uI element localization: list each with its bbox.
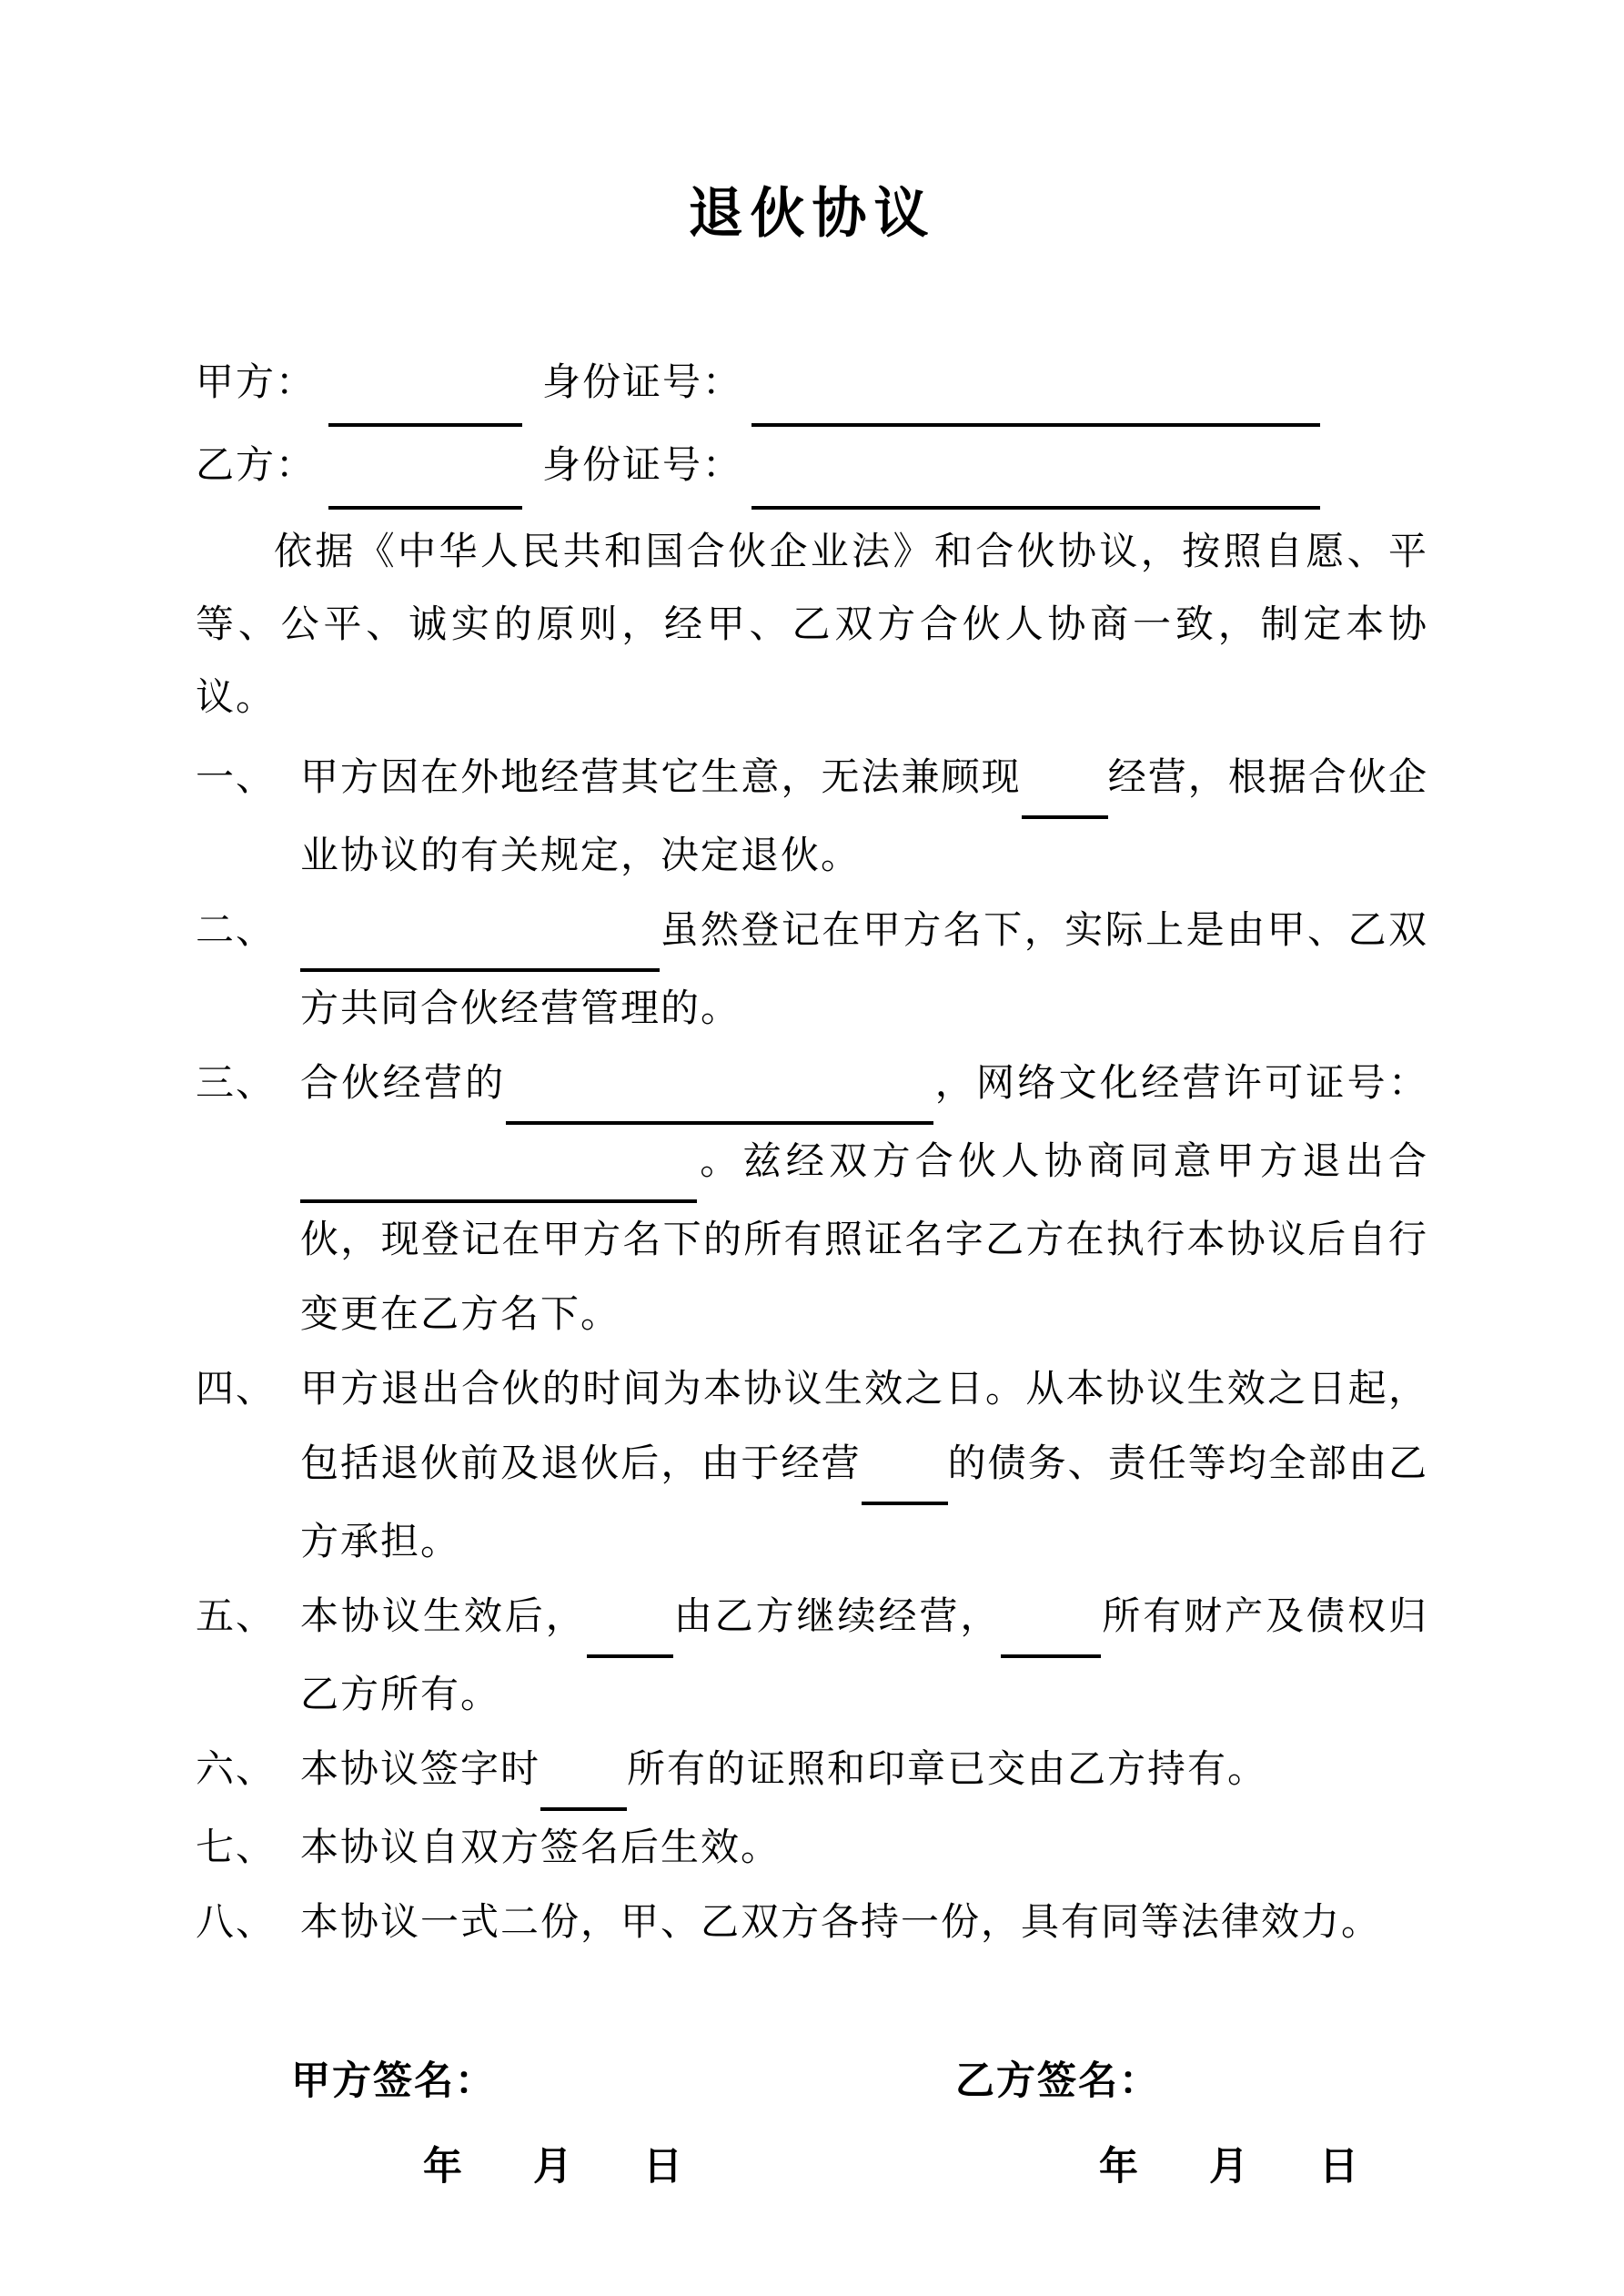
party-line-b: [196, 427, 1428, 510]
party-a-name-blank[interactable]: [328, 344, 522, 427]
party-line-a: [196, 344, 1428, 427]
clause-text-run: 本协议生效后，: [300, 1596, 587, 1638]
intro-paragraph: 依据《中华人民共和国合伙企业法》和合伙协议，按照自愿、平等、公平、诚实的原则，经甲、乙双方合伙人协商一致，制定本协议。: [196, 531, 1428, 719]
clause-text: [300, 1580, 1428, 1733]
clause-text-run: 甲方因在外地经营其它生意，无法兼顾现: [300, 757, 1022, 799]
clause-text-run: 本协议一式二份，甲、乙双方各持一份，具有同等法律效力。: [300, 1902, 1382, 1944]
party-b-id-label: 身份证号：: [542, 445, 743, 487]
clause-text-run: 所有的证照和印章已交由乙方持有。: [627, 1749, 1268, 1791]
clause-text: [300, 1886, 1428, 1960]
clause-text: [300, 1811, 1428, 1886]
clause-number: 四、: [196, 1369, 277, 1411]
year-label: 年: [1099, 2146, 1138, 2189]
clause-text: [300, 894, 1428, 1047]
month-label: 月: [1209, 2146, 1248, 2189]
party-lines: [196, 344, 1428, 510]
party-b-date-line: [1099, 2146, 1358, 2189]
clause-item: [196, 1047, 1428, 1352]
clause-number: 一、: [196, 757, 277, 799]
party-a-id-blank[interactable]: [751, 344, 1320, 427]
party-b-name-blank[interactable]: [328, 427, 522, 510]
clause-item: [196, 1811, 1428, 1886]
clause-text-run: 甲方退出合伙的时间为本协议生效之日。从本协议生效之日起，包括退伙前及退伙后，由于经营: [300, 1369, 1428, 1485]
day-label: 日: [643, 2146, 682, 2189]
clause-text-run: 的债务、责任等均全部由乙方承担。: [300, 1443, 1428, 1563]
fill-in-blank[interactable]: [1022, 741, 1108, 819]
clause-item: [196, 1886, 1428, 1960]
clause-text-run: 所有财产及债权归乙方所有。: [300, 1596, 1428, 1716]
clause-item: [196, 741, 1428, 894]
clause-text: [300, 741, 1428, 894]
party-a-signature-label: 甲方签名：: [291, 2060, 496, 2103]
party-b-id-blank[interactable]: [751, 427, 1320, 510]
fill-in-blank[interactable]: [862, 1427, 948, 1505]
party-a-label: 甲方：: [196, 362, 317, 404]
clause-item: [196, 1580, 1428, 1733]
document-title: 退伙协议: [688, 184, 936, 244]
clause-number: 五、: [196, 1596, 277, 1638]
clause-list: [196, 741, 1428, 1960]
clause-item: [196, 1733, 1428, 1811]
clause-number: 六、: [196, 1749, 277, 1791]
year-label: 年: [423, 2146, 462, 2189]
party-a-date-line: [423, 2146, 682, 2189]
fill-in-blank[interactable]: [300, 1125, 697, 1203]
clause-text: [300, 1047, 1428, 1352]
fill-in-blank[interactable]: [300, 894, 660, 972]
fill-in-blank[interactable]: [1001, 1580, 1101, 1658]
clause-number: 二、: [196, 910, 277, 952]
fill-in-blank[interactable]: [540, 1733, 627, 1811]
fill-in-blank[interactable]: [587, 1580, 673, 1658]
clause-text: [300, 1352, 1428, 1580]
clause-text-run: 本协议自双方签名后生效。: [300, 1827, 782, 1869]
clause-text-run: 经营，根据合伙企业协议的有关规定，决定退伙。: [300, 757, 1428, 877]
clause-text-run: 合伙经营的: [300, 1063, 507, 1105]
date-row: [196, 2139, 1428, 2196]
clause-text-run: 虽然登记在甲方名下，实际上是由甲、乙双方共同合伙经营管理的。: [300, 910, 1428, 1030]
clause-number: 八、: [196, 1902, 277, 1944]
clause-text: [300, 1733, 1428, 1811]
clause-number: 七、: [196, 1827, 277, 1869]
clause-text-run: ，网络文化经营许可证号：: [933, 1063, 1428, 1105]
fill-in-blank[interactable]: [506, 1047, 933, 1125]
signature-row: [196, 2054, 1428, 2110]
day-label: 日: [1319, 2146, 1358, 2189]
party-b-label: 乙方：: [196, 445, 317, 487]
party-a-id-label: 身份证号：: [542, 362, 743, 404]
clause-item: [196, 1352, 1428, 1580]
party-b-signature-label: 乙方签名：: [955, 2060, 1160, 2103]
clause-item: [196, 894, 1428, 1047]
clause-text-run: 。兹经双方合伙人协商同意甲方退出合伙，现登记在甲方名下的所有照证名字乙方在执行本协议后自行变更在乙方名下。: [300, 1141, 1428, 1336]
clause-text-run: 由乙方继续经营，: [672, 1596, 1002, 1638]
clause-text-run: 本协议签字时: [300, 1749, 541, 1791]
month-label: 月: [533, 2146, 572, 2189]
clause-number: 三、: [196, 1063, 277, 1105]
